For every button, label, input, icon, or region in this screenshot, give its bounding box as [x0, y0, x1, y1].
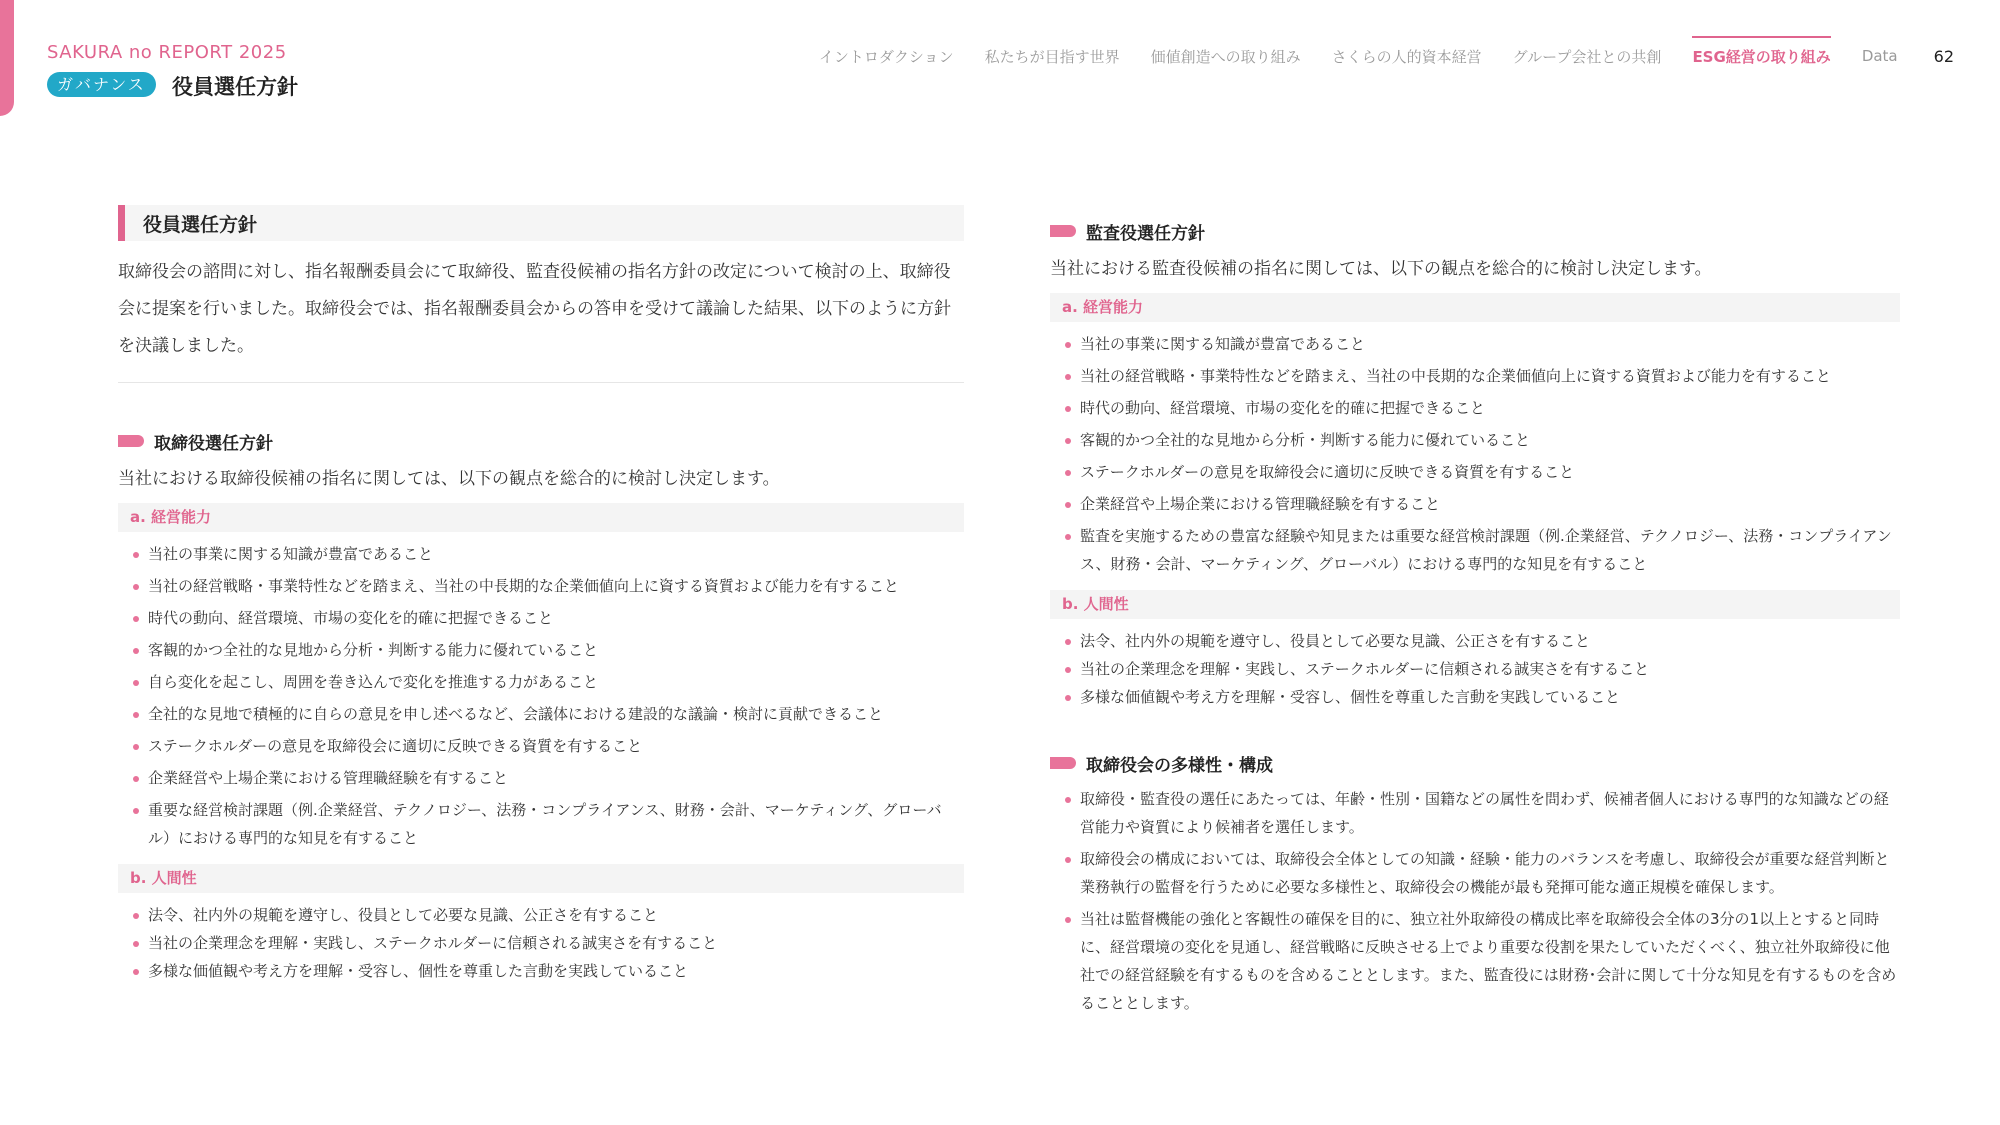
nav-item-human-capital[interactable]: さくらの人的資本経営: [1331, 47, 1482, 66]
list-item: 客観的かつ全社的な見地から分析・判断する能力に優れていること: [1050, 426, 1900, 454]
director-management-ability-label: a. 経営能力: [118, 503, 964, 532]
list-item: 当社の事業に関する知識が豊富であること: [118, 540, 964, 568]
diversity-list: [1050, 785, 1900, 1017]
list-item: 当社の事業に関する知識が豊富であること: [1050, 330, 1900, 358]
director-humanity-list: [118, 901, 964, 985]
list-item: 自ら変化を起こし、周囲を巻き込んで変化を推進する力があること: [118, 668, 964, 696]
list-item: 多様な価値観や考え方を理解・受容し、個性を尊重した言動を実践していること: [1050, 683, 1900, 711]
diversity-title: 取締役会の多様性・構成: [1086, 755, 1273, 776]
list-item: 当社の企業理念を理解・実践し、ステークホルダーに信頼される誠実さを有すること: [1050, 655, 1900, 683]
intro-paragraph: 取締役会の諮問に対し、指名報酬委員会にて取締役、監査役候補の指名方針の改定について検討の上、取締役会に提案を行いました。取締役会では、指名報酬委員会からの答申を受けて議論した結果、以下のように方針を決議しました。: [118, 262, 951, 356]
section-title: 役員選任方針: [118, 205, 964, 241]
heading-marker-icon: [1050, 757, 1076, 769]
nav-item-vision[interactable]: 私たちが目指す世界: [984, 47, 1120, 66]
director-policy-lead: 当社における取締役候補の指名に関しては、以下の観点を総合的に検討し決定します。: [118, 469, 780, 489]
director-management-ability-list: [118, 540, 964, 852]
top-nav: [788, 44, 2000, 68]
director-policy-heading: [118, 429, 964, 453]
list-item: 法令、社内外の規範を遵守し、役員として必要な見識、公正さを有すること: [1050, 627, 1900, 655]
director-policy-title: 取締役選任方針: [154, 433, 273, 454]
nav-item-value-creation[interactable]: 価値創造への取り組み: [1150, 47, 1301, 66]
page-number: 62: [1933, 46, 1954, 66]
auditor-humanity-label: b. 人間性: [1050, 590, 1900, 619]
heading-marker-icon: [1050, 225, 1076, 237]
list-item: 法令、社内外の規範を遵守し、役員として必要な見識、公正さを有すること: [118, 901, 964, 929]
list-item: 時代の動向、経営環境、市場の変化を的確に把握できること: [118, 604, 964, 632]
list-item: 取締役・監査役の選任にあたっては、年齢・性別・国籍などの属性を問わず、候補者個人における専門的な知識などの経営能力や資質により候補者を選任します。: [1050, 785, 1900, 841]
nav-item-group-companies[interactable]: グループ会社との共創: [1512, 47, 1662, 66]
auditor-humanity-list: [1050, 627, 1900, 711]
auditor-policy-lead: 当社における監査役候補の指名に関しては、以下の観点を総合的に検討し決定します。: [1050, 259, 1712, 279]
list-item: 当社の経営戦略・事業特性などを踏まえ、当社の中長期的な企業価値向上に資する資質および能力を有すること: [1050, 362, 1900, 390]
list-item: ステークホルダーの意見を取締役会に適切に反映できる資質を有すること: [1050, 458, 1900, 486]
list-item: 全社的な見地で積極的に自らの意見を申し述べるなど、会議体における建設的な議論・検討に貢献できること: [118, 700, 964, 728]
diversity-heading: [1050, 751, 1900, 775]
list-item: 取締役会の構成においては、取締役会全体としての知識・経験・能力のバランスを考慮し、取締役会が重要な経営判断と業務執行の監督を行うために必要な多様性と、取締役会の機能が最も発揮可能な適正規模を確保します。: [1050, 845, 1900, 901]
list-item: 時代の動向、経営環境、市場の変化を的確に把握できること: [1050, 394, 1900, 422]
report-title: SAKURA no REPORT 2025: [47, 42, 287, 63]
list-item: 企業経営や上場企業における管理職経験を有すること: [118, 764, 964, 792]
director-humanity-label: b. 人間性: [118, 864, 964, 893]
auditor-management-ability-list: [1050, 330, 1900, 578]
list-item: 多様な価値観や考え方を理解・受容し、個性を尊重した言動を実践していること: [118, 957, 964, 985]
list-item: 当社の企業理念を理解・実践し、ステークホルダーに信頼される誠実さを有すること: [118, 929, 964, 957]
list-item: 重要な経営検討課題（例.企業経営、テクノロジー、法務・コンプライアンス、財務・会計、マーケティング、グローバル）における専門的な知見を有すること: [118, 796, 964, 852]
list-item: 監査を実施するための豊富な経験や知見または重要な経営検討課題（例.企業経営、テクノロジー、法務・コンプライアンス、財務・会計、マーケティング、グローバル）における専門的な知見を有すること: [1050, 522, 1900, 578]
list-item: 企業経営や上場企業における管理職経験を有すること: [1050, 490, 1900, 518]
auditor-policy-heading: [1050, 219, 1900, 243]
nav-item-data[interactable]: Data: [1861, 47, 1898, 65]
left-column: [118, 205, 964, 985]
category-badge: ガバナンス: [47, 72, 156, 97]
auditor-policy-title: 監査役選任方針: [1086, 223, 1205, 244]
list-item: 当社は監督機能の強化と客観性の確保を目的に、独立社外取締役の構成比率を取締役会全体の3分の1以上とすると同時に、経営環境の変化を見通し、経営戦略に反映させる上でより重要な役割を果たしていただくべく、独立社外取締役に他社での経営経験を有するものを含めることとします。また、監査役には財務･会計に関して十分な知見を有するものを含めることとします。: [1050, 905, 1900, 1017]
corner-tab-decoration: [0, 0, 14, 116]
list-item: 客観的かつ全社的な見地から分析・判断する能力に優れていること: [118, 636, 964, 664]
heading-marker-icon: [118, 435, 144, 447]
right-column: [1050, 205, 1900, 1021]
page-title: 役員選任方針: [172, 75, 298, 99]
list-item: 当社の経営戦略・事業特性などを踏まえ、当社の中長期的な企業価値向上に資する資質および能力を有すること: [118, 572, 964, 600]
nav-item-introduction[interactable]: イントロダクション: [818, 47, 954, 66]
nav-item-esg[interactable]: ESG経営の取り組み: [1692, 47, 1831, 66]
list-item: ステークホルダーの意見を取締役会に適切に反映できる資質を有すること: [118, 732, 964, 760]
auditor-management-ability-label: a. 経営能力: [1050, 293, 1900, 322]
